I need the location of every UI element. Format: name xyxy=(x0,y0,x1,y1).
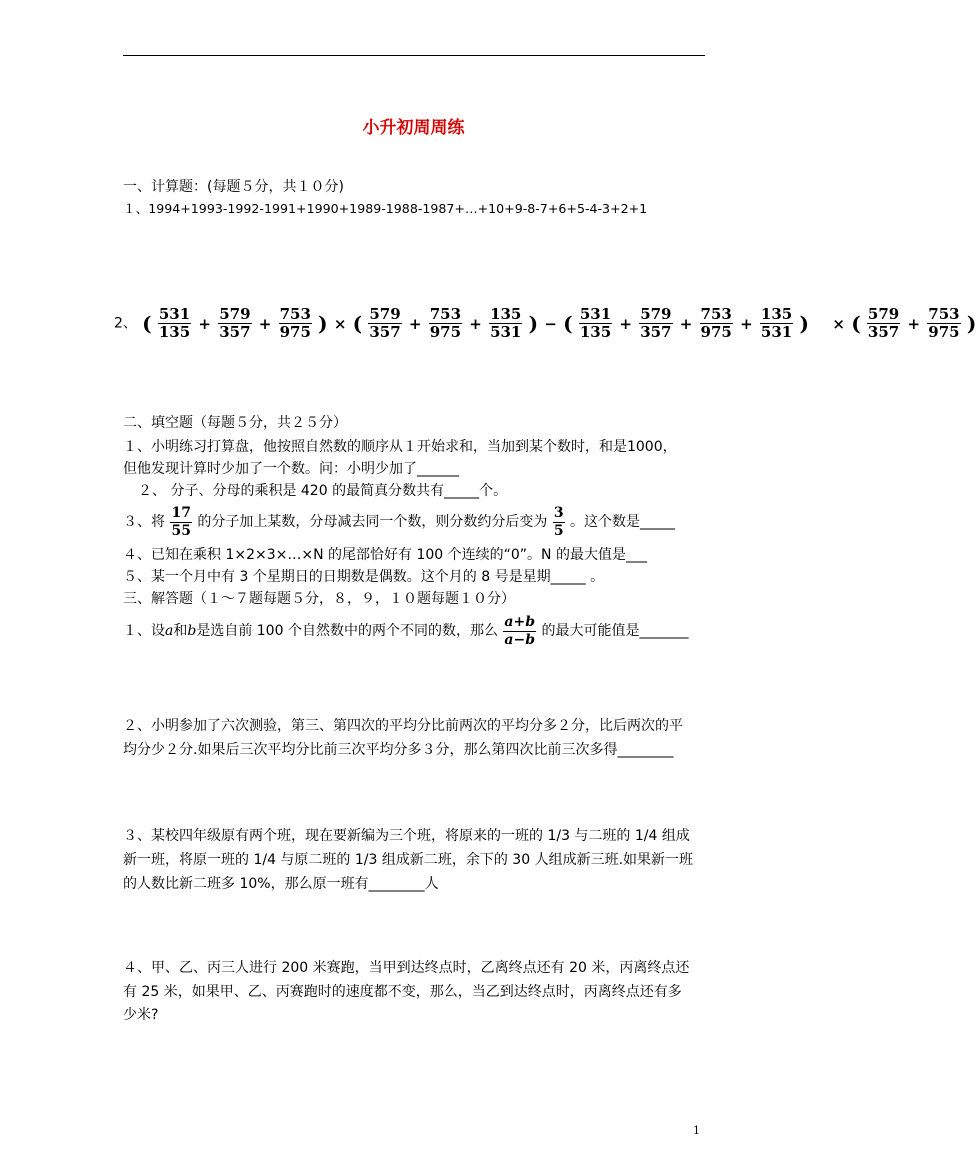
operator: + xyxy=(469,314,482,333)
question-number: 2、 xyxy=(114,315,137,332)
header-rule xyxy=(123,55,705,56)
question-3-2-line-2: 均分少２分.如果后三次平均分比前三次平均分多３分，那么第四次比前三次多得________ xyxy=(123,742,674,758)
question-2-3 xyxy=(123,503,675,541)
question-text: 。这个数是_____ xyxy=(570,514,676,530)
fraction: $\frac{753}{975}$ xyxy=(429,305,462,341)
fraction: $\frac{579}{357}$ xyxy=(369,305,401,341)
paren: ( xyxy=(352,311,363,336)
page-number: 1 xyxy=(693,1124,700,1137)
fraction: $\frac{753}{975}$ xyxy=(928,305,960,341)
question-2-1-line-2: 但他发现计算时少加了一个数。问：小明少加了______ xyxy=(123,461,459,477)
question-1-2 xyxy=(114,306,976,341)
operator: × xyxy=(333,314,347,333)
question-2-4: ４、已知在乘积 1×2×3×…×N 的尾部恰好有 100 个连续的“0”。N 的最大值是___ xyxy=(123,547,647,563)
fraction: $\frac{531}{135}$ xyxy=(579,305,612,341)
paren: ( xyxy=(142,311,152,336)
question-text: 是选自前 100 个自然数中的两个不同的数，那么 xyxy=(196,623,498,639)
fraction: $\frac{3}{5}$ xyxy=(553,504,564,539)
question-text: 的分子加上某数，分母减去同一个数，则分数约分后变为 xyxy=(197,514,548,530)
question-3-2-line-1: ２、小明参加了六次测验，第三、第四次的平均分比前两次的平均分多２分，比后两次的平 xyxy=(123,718,683,734)
question-3-4-line-3: 少米? xyxy=(123,1007,159,1023)
operator: + xyxy=(408,314,422,333)
fraction: $\frac{579}{357}$ xyxy=(219,305,251,341)
section-1-heading: 一、计算题：(每题５分，共１０分) xyxy=(123,179,344,195)
section-2-heading: 二、填空题（每题５分，共２５分） xyxy=(123,415,347,431)
variable: b xyxy=(187,623,197,639)
question-2-5: ５、某一个月中有 3 个星期日的日期数是偶数。这个月的 8 号是星期_____ 。 xyxy=(123,569,605,585)
question-3-3-line-1: ３、某校四年级原有两个班，现在要新编为三个班，将原来的一班的 1/3 与二班的 1/4 组成 xyxy=(123,828,690,844)
question-text: ３、将 xyxy=(123,514,165,530)
question-3-3-line-3: 的人数比新二班多 10%，那么原一班有________人 xyxy=(123,876,439,892)
fraction: $\frac{135}{531}$ xyxy=(760,305,793,341)
operator: + xyxy=(198,314,211,333)
question-3-1 xyxy=(123,612,688,650)
question-text: 的最大可能值是_______ xyxy=(541,623,689,639)
question-text: １、设 xyxy=(123,623,165,639)
variable: a xyxy=(165,623,174,639)
paren: ) xyxy=(528,311,539,336)
fraction: $\frac{a+b}{a-b}$ xyxy=(504,613,535,648)
section-3-heading: 三、解答题（１～７题每题５分，８，９，１０题每题１０分） xyxy=(123,591,515,607)
operator: + xyxy=(907,314,921,333)
operator: + xyxy=(619,314,632,333)
question-3-4-line-1: ４、甲、乙、丙三人进行 200 米赛跑，当甲到达终点时，乙离终点还有 20 米，丙离终点还 xyxy=(123,960,690,976)
question-1-1: １、1994+1993-1992-1991+1990+1989-1988-1987+…+10+9-8-7+6+5-4-3+2+1 xyxy=(123,201,648,216)
fraction: $\frac{135}{531}$ xyxy=(490,305,522,341)
paren: ( xyxy=(851,311,861,336)
page-title: 小升初周周练 xyxy=(362,118,465,138)
fraction: $\frac{753}{975}$ xyxy=(279,305,311,341)
question-text: 和 xyxy=(173,623,188,639)
operator: + xyxy=(740,314,753,333)
operator: − xyxy=(544,314,557,333)
operator: × xyxy=(832,314,845,333)
fraction: $\frac{531}{135}$ xyxy=(158,305,191,341)
paren: ( xyxy=(563,311,573,336)
fraction: $\frac{753}{975}$ xyxy=(700,305,732,341)
fraction: $\frac{17}{55}$ xyxy=(171,504,191,539)
fraction: $\frac{579}{357}$ xyxy=(867,305,900,341)
question-3-3-line-2: 新一班，将原一班的 1/4 与原二班的 1/3 组成新二班，余下的 30 人组成新三班.如果新一班 xyxy=(123,852,694,868)
fraction: $\frac{579}{357}$ xyxy=(640,305,672,341)
operator: + xyxy=(679,314,693,333)
paren: ) xyxy=(966,311,976,336)
question-2-1-line-1: １、小明练习打算盘，他按照自然数的顺序从１开始求和，当加到某个数时，和是1000， xyxy=(123,439,677,455)
paren: ) xyxy=(318,311,328,336)
question-2-2: ２、 分子、分母的乘积是 420 的最简真分数共有_____个。 xyxy=(138,483,508,499)
question-3-4-line-2: 有 25 米，如果甲、乙、丙赛跑时的速度都不变，那么，当乙到达终点时，丙离终点还有多 xyxy=(123,984,682,1000)
paren: ) xyxy=(799,311,809,336)
operator: + xyxy=(258,314,272,333)
